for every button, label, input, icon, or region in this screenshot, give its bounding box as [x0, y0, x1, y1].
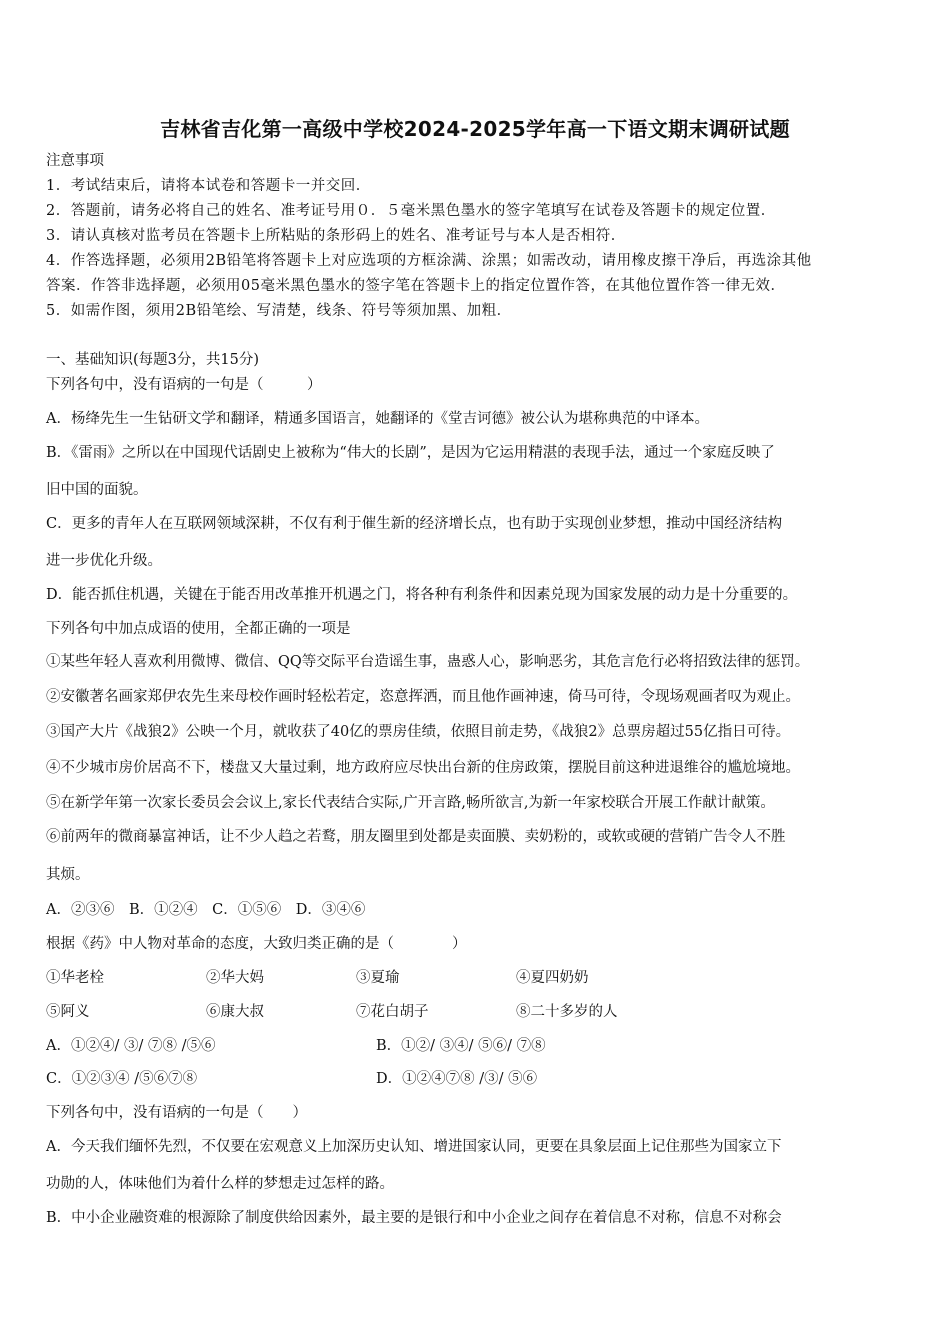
section-heading: 一、基础知识(每题3分，共15分) — [46, 352, 259, 368]
q3-character: ②华大妈 — [206, 970, 264, 986]
q2-sentence-3: ③国产大片《战狼2》公映一个月，就收获了40亿的票房佳绩，依照目前走势，《战狼2》总票房超过55亿指日可待。 — [46, 724, 791, 740]
notice-heading: 注意事项 — [46, 153, 104, 169]
q3-character: ⑤阿义 — [46, 1004, 90, 1020]
notice-item-1: 1．考试结束后，请将本试卷和答题卡一并交回． — [46, 178, 371, 194]
q2-stem: 下列各句中加点成语的使用，全都正确的一项是 — [46, 621, 351, 637]
q2-sentence-4: ④不少城市房价居高不下，楼盘又大量过剩，地方政府应尽快出台新的住房政策，摆脱目前这种进退维谷的尴尬境地。 — [46, 760, 800, 776]
q3-option-d: D．①②④⑦⑧ /③/ ⑤⑥ — [376, 1071, 538, 1087]
q4-option-a: A．今天我们缅怀先烈，不仅要在宏观意义上加深历史认知、增进国家认同，更要在具象层面上记住那些为国家立下 — [46, 1139, 782, 1155]
q3-option-a: A．①②④/ ③/ ⑦⑧ /⑤⑥ — [46, 1038, 216, 1054]
q4-option-b: B．中小企业融资难的根源除了制度供给因素外，最主要的是银行和中小企业之间存在着信息不对称，信息不对称会 — [46, 1210, 782, 1226]
q3-character: ⑥康大叔 — [206, 1004, 264, 1020]
q3-option-c: C．①②③④ /⑤⑥⑦⑧ — [46, 1071, 198, 1087]
q4-option-a-cont: 功勋的人，体味他们为着什么样的梦想走过怎样的路。 — [46, 1176, 394, 1192]
q2-sentence-1: ①某些年轻人喜欢利用微博、微信、QQ等交际平台造谣生事，蛊惑人心，影响恶劣，其危言危行必将招致法律的惩罚。 — [46, 654, 810, 670]
q1-stem: 下列各句中，没有语病的一句是（ ） — [46, 377, 322, 393]
q2-options: A．②③⑥ B．①②④ C．①⑤⑥ D．③④⑥ — [46, 902, 366, 918]
q1-option-c-cont: 进一步优化升级。 — [46, 553, 162, 569]
notice-item-4: 4．作答选择题，必须用2B铅笔将答题卡上对应选项的方框涂满、涂黑；如需改动，请用橡皮擦干净后，再选涂其他 — [46, 253, 812, 269]
q1-option-a: A．杨绛先生一生钻研文学和翻译，精通多国语言，她翻译的《堂吉诃德》被公认为堪称典范的中译本。 — [46, 411, 709, 427]
q2-sentence-6: ⑥前两年的微商暴富神话，让不少人趋之若鹜，朋友圈里到处都是卖面膜、卖奶粉的，或软或硬的营销广告令人不胜 — [46, 829, 786, 845]
notice-item-4-cont: 答案．作答非选择题，必须用05毫米黑色墨水的签字笔在答题卡上的指定位置作答，在其他位置作答一律无效． — [46, 278, 786, 294]
exam-title: 吉林省吉化第一高级中学校2024-2025学年高一下语文期末调研试题 — [160, 117, 790, 141]
notice-item-5: 5．如需作图，须用2B铅笔绘、写清楚，线条、符号等须加黑、加粗． — [46, 303, 512, 319]
q1-option-b-cont: 旧中国的面貌。 — [46, 482, 148, 498]
notice-item-3: 3．请认真核对监考员在答题卡上所粘贴的条形码上的姓名、准考证号与本人是否相符． — [46, 228, 626, 244]
q3-character: ④夏四奶奶 — [516, 970, 589, 986]
notice-item-2: 2．答题前，请务必将自己的姓名、准考证号用０．５毫米黑色墨水的签字笔填写在试卷及答题卡的规定位置． — [46, 203, 776, 219]
q3-character: ③夏瑜 — [356, 970, 400, 986]
q4-stem: 下列各句中，没有语病的一句是（ ） — [46, 1105, 307, 1121]
q3-character: ①华老栓 — [46, 970, 104, 986]
q1-option-c: C．更多的青年人在互联网领域深耕，不仅有利于催生新的经济增长点，也有助于实现创业梦想，推动中国经济结构 — [46, 516, 783, 532]
q3-character: ⑧二十多岁的人 — [516, 1004, 618, 1020]
q2-sentence-5: ⑤在新学年第一次家长委员会会议上,家长代表结合实际,广开言路,畅所欲言,为新一年家校联合开展工作献计献策。 — [46, 795, 775, 811]
q3-character: ⑦花白胡子 — [356, 1004, 429, 1020]
q3-option-b: B．①②/ ③④/ ⑤⑥/ ⑦⑧ — [376, 1038, 546, 1054]
q2-sentence-6-cont: 其烦。 — [46, 867, 90, 883]
q1-option-d: D．能否抓住机遇，关键在于能否用改革推开机遇之门，将各种有利条件和因素兑现为国家发展的动力是十分重要的。 — [46, 587, 798, 603]
q1-option-b: B．《雷雨》之所以在中国现代话剧史上被称为“伟大的长剧”，是因为它运用精湛的表现手法，通过一个家庭反映了 — [46, 445, 775, 461]
q3-stem: 根据《药》中人物对革命的态度，大致归类正确的是（ ） — [46, 936, 467, 952]
q2-sentence-2: ②安徽著名画家郑伊农先生来母校作画时轻松若定，恣意挥洒，而且他作画神速，倚马可待，令现场观画者叹为观止。 — [46, 689, 800, 705]
